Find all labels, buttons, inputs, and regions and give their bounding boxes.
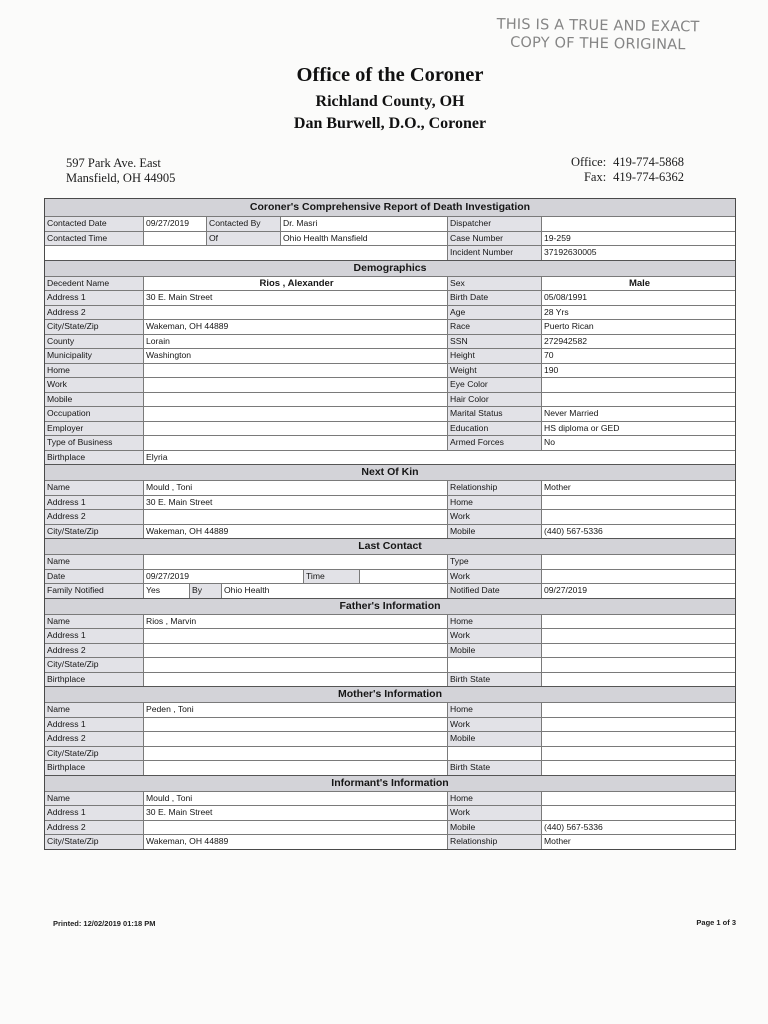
father-row [45,614,735,629]
education-value: HS diploma or GED [541,422,735,436]
father-birth-state-label: Birth State [447,673,541,687]
notified-by-value: Ohio Health [221,584,447,598]
last-contact-type-label: Type [447,555,541,569]
birth-date-label: Birth Date [447,291,541,305]
decedent-name-label: Decedent Name [45,277,143,291]
fax-line [571,170,684,185]
informant-address-1-value: 30 E. Main Street [143,806,447,820]
father-address-2-label: Address 2 [45,644,143,658]
age-value: 28 Yrs [541,306,735,320]
mother-home-label: Home [447,703,541,717]
report-title: Coroner's Comprehensive Report of Death Investigation [45,199,735,216]
informant-name-value: Mould , Toni [143,792,447,806]
ssn-value: 272942582 [541,335,735,349]
father-name-value: Rios , Marvin [143,615,447,629]
home-phone-value [143,364,447,378]
mobile-phone-value [143,393,447,407]
hair-color-value [541,393,735,407]
mother-city-state-zip-label: City/State/Zip [45,747,143,761]
nok-relationship-label: Relationship [447,481,541,495]
city-state-zip-label: City/State/Zip [45,320,143,334]
blank-cell [541,658,735,672]
father-city-state-zip-value [143,658,447,672]
nok-address-1-value: 30 E. Main Street [143,496,447,510]
birthplace-row [45,450,735,465]
nok-address-2-label: Address 2 [45,510,143,524]
mother-home-value [541,703,735,717]
informant-row [45,791,735,806]
employer-value [143,422,447,436]
last-contact-work-label: Work [447,570,541,584]
address-1-value: 30 E. Main Street [143,291,447,305]
mother-row [45,760,735,775]
informant-row [45,820,735,835]
marital-status-value: Never Married [541,407,735,421]
nok-city-state-zip-label: City/State/Zip [45,525,143,539]
mother-address-1-value [143,718,447,732]
incident-number-label: Incident Number [447,246,541,260]
mother-info-header: Mother's Information [45,686,735,702]
mother-row [45,731,735,746]
nok-address-1-label: Address 1 [45,496,143,510]
father-row [45,628,735,643]
father-address-1-value [143,629,447,643]
father-info-header: Father's Information [45,598,735,614]
death-investigation-report [44,198,736,850]
demographics-row [45,435,735,450]
mother-city-state-zip-value [143,747,447,761]
armed-forces-label: Armed Forces [447,436,541,450]
mother-birthplace-value [143,761,447,775]
nok-work-label: Work [447,510,541,524]
nok-home-value [541,496,735,510]
certification-stamp [480,15,716,54]
next-of-kin-row [45,509,735,524]
address-1-label: Address 1 [45,291,143,305]
mother-birth-state-value [541,761,735,775]
of-label: Of [206,232,280,246]
mother-name-value: Peden , Toni [143,703,447,717]
informant-info-header: Informant's Information [45,775,735,791]
city-state-zip-value: Wakeman, OH 44889 [143,320,447,334]
decedent-name-value: Rios , Alexander [143,277,447,291]
sex-label: Sex [447,277,541,291]
father-row [45,643,735,658]
office-phones [571,155,684,185]
eye-color-value [541,378,735,392]
age-label: Age [447,306,541,320]
mother-name-label: Name [45,703,143,717]
family-notified-value: Yes [143,584,189,598]
contacted-date-row [45,216,735,231]
office-phone-label: Office: [571,155,607,169]
type-of-business-label: Type of Business [45,436,143,450]
mother-work-label: Work [447,718,541,732]
next-of-kin-header: Next Of Kin [45,464,735,480]
incident-number-row [45,245,735,260]
father-row [45,672,735,687]
employer-label: Employer [45,422,143,436]
contacted-time-value [143,232,206,246]
municipality-value: Washington [143,349,447,363]
informant-address-1-label: Address 1 [45,806,143,820]
father-home-value [541,615,735,629]
last-contact-row [45,569,735,584]
height-value: 70 [541,349,735,363]
father-work-value [541,629,735,643]
demographics-row [45,421,735,436]
office-title: Office of the Coroner [296,64,484,86]
nok-name-value: Mould , Toni [143,481,447,495]
family-notified-label: Family Notified [45,584,143,598]
demographics-header: Demographics [45,260,735,276]
mother-mobile-label: Mobile [447,732,541,746]
municipality-label: Municipality [45,349,143,363]
last-contact-row [45,583,735,598]
informant-row [45,805,735,820]
informant-work-label: Work [447,806,541,820]
contacted-date-value: 09/27/2019 [143,217,206,231]
work-phone-value [143,378,447,392]
contacted-time-label: Contacted Time [45,232,143,246]
last-contact-time-label: Time [303,570,359,584]
father-birthplace-label: Birthplace [45,673,143,687]
blank-cell [541,747,735,761]
blank-cell [447,658,541,672]
informant-name-label: Name [45,792,143,806]
education-label: Education [447,422,541,436]
ssn-label: SSN [447,335,541,349]
weight-value: 190 [541,364,735,378]
informant-home-value [541,792,735,806]
case-number-label: Case Number [447,232,541,246]
demographics-row [45,319,735,334]
birthplace-value: Elyria [143,451,735,465]
notified-date-value: 09/27/2019 [541,584,735,598]
informant-city-state-zip-label: City/State/Zip [45,835,143,849]
last-contact-date-value: 09/27/2019 [143,570,303,584]
office-phone-line [571,155,684,170]
contacted-time-row [45,231,735,246]
nok-address-2-value [143,510,447,524]
informant-relationship-label: Relationship [447,835,541,849]
blank-cell [45,246,447,260]
race-label: Race [447,320,541,334]
mother-row [45,702,735,717]
address-2-value [143,306,447,320]
father-birthplace-value [143,673,447,687]
height-label: Height [447,349,541,363]
notified-date-label: Notified Date [447,584,541,598]
address-city: Mansfield, OH 44905 [66,171,176,185]
informant-work-value [541,806,735,820]
birth-date-value: 05/08/1991 [541,291,735,305]
last-contact-time-value [359,570,447,584]
work-phone-label: Work [45,378,143,392]
nok-home-label: Home [447,496,541,510]
demographics-row [45,392,735,407]
printed-timestamp: Printed: 12/02/2019 01:18 PM [53,919,156,928]
informant-address-2-value [143,821,447,835]
father-birth-state-value [541,673,735,687]
demographics-row [45,334,735,349]
address-street: 597 Park Ave. East [66,156,161,170]
mother-birth-state-label: Birth State [447,761,541,775]
race-value: Puerto Rican [541,320,735,334]
last-contact-type-value [541,555,735,569]
nok-relationship-value: Mother [541,481,735,495]
demographics-row [45,363,735,378]
last-contact-header: Last Contact [45,538,735,554]
next-of-kin-row [45,495,735,510]
last-contact-date-label: Date [45,570,143,584]
demographics-row [45,305,735,320]
father-address-1-label: Address 1 [45,629,143,643]
last-contact-name-label: Name [45,555,143,569]
contacted-date-label: Contacted Date [45,217,143,231]
county-label: County [45,335,143,349]
marital-status-label: Marital Status [447,407,541,421]
informant-home-label: Home [447,792,541,806]
incident-number-value: 37192630005 [541,246,735,260]
mother-row [45,717,735,732]
occupation-value [143,407,447,421]
fax-number: 419-774-6362 [613,170,684,184]
hair-color-label: Hair Color [447,393,541,407]
demographics-row [45,276,735,291]
demographics-row [45,377,735,392]
mother-address-2-label: Address 2 [45,732,143,746]
demographics-row [45,348,735,363]
father-row [45,657,735,672]
next-of-kin-row [45,480,735,495]
father-name-label: Name [45,615,143,629]
case-number-value: 19-259 [541,232,735,246]
mother-address-2-value [143,732,447,746]
contacted-by-value: Dr. Masri [280,217,447,231]
occupation-label: Occupation [45,407,143,421]
nok-name-label: Name [45,481,143,495]
blank-cell [447,747,541,761]
mother-row [45,746,735,761]
office-phone-number: 419-774-5868 [613,155,684,169]
mobile-phone-label: Mobile [45,393,143,407]
informant-address-2-label: Address 2 [45,821,143,835]
sex-value: Male [541,277,735,291]
last-contact-name-value [143,555,447,569]
informant-city-state-zip-value: Wakeman, OH 44889 [143,835,447,849]
last-contact-work-value [541,570,735,584]
last-contact-row [45,554,735,569]
address-2-label: Address 2 [45,306,143,320]
dispatcher-label: Dispatcher [447,217,541,231]
office-address [66,156,175,186]
informant-mobile-label: Mobile [447,821,541,835]
type-of-business-value [143,436,447,450]
page-number: Page 1 of 3 [696,918,736,927]
stamp-line-2: COPY OF THE ORIGINAL [510,34,686,54]
of-value: Ohio Health Mansfield [280,232,447,246]
father-home-label: Home [447,615,541,629]
mother-address-1-label: Address 1 [45,718,143,732]
next-of-kin-row [45,524,735,539]
county-name: Richland County, OH [315,93,465,110]
fax-label: Fax: [583,170,607,184]
weight-label: Weight [447,364,541,378]
eye-color-label: Eye Color [447,378,541,392]
mother-mobile-value [541,732,735,746]
father-address-2-value [143,644,447,658]
father-mobile-value [541,644,735,658]
contacted-by-label: Contacted By [206,217,280,231]
nok-mobile-value: (440) 567-5336 [541,525,735,539]
father-city-state-zip-label: City/State/Zip [45,658,143,672]
mother-birthplace-label: Birthplace [45,761,143,775]
father-mobile-label: Mobile [447,644,541,658]
informant-row [45,834,735,849]
dispatcher-value [541,217,735,231]
notified-by-label: By [189,584,221,598]
coroner-name: Dan Burwell, D.O., Coroner [293,115,487,132]
informant-relationship-value: Mother [541,835,735,849]
nok-city-state-zip-value: Wakeman, OH 44889 [143,525,447,539]
county-value: Lorain [143,335,447,349]
demographics-row [45,406,735,421]
nok-mobile-label: Mobile [447,525,541,539]
informant-mobile-value: (440) 567-5336 [541,821,735,835]
stamp-line-1: THIS IS A TRUE AND EXACT [496,16,700,36]
nok-work-value [541,510,735,524]
home-phone-label: Home [45,364,143,378]
mother-work-value [541,718,735,732]
armed-forces-value: No [541,436,735,450]
father-work-label: Work [447,629,541,643]
demographics-row [45,290,735,305]
birthplace-label: Birthplace [45,451,143,465]
